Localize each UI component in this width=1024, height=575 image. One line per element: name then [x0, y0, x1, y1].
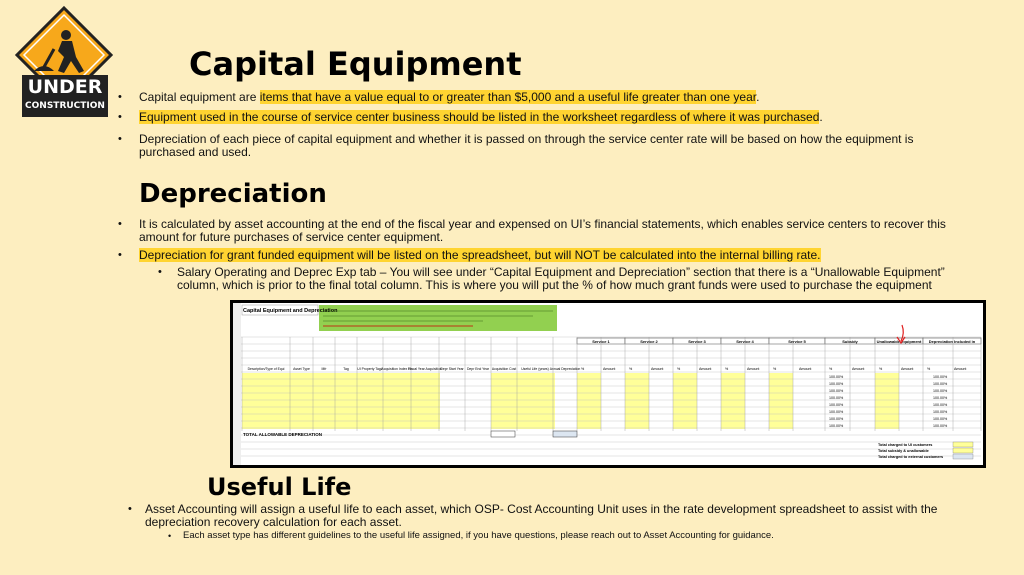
total-label: Total charged to external customers	[878, 455, 944, 459]
percent-cell: 100.00%	[829, 410, 844, 414]
useful-subbullet	[168, 530, 1003, 542]
sub-col-amount: Amount	[852, 367, 865, 371]
total-label: Total charged to UI customers	[878, 443, 933, 447]
bullet-dot: •	[128, 503, 132, 515]
sub-col-percent: %	[829, 367, 833, 371]
sub-col-percent: %	[773, 367, 777, 371]
sub-col-percent: %	[581, 367, 585, 371]
service-header: Service 1	[592, 339, 610, 344]
capital-b3-line2: purchased and used.	[139, 145, 252, 159]
percent-cell: 100.00%	[933, 389, 948, 393]
spreadsheet-grid	[233, 303, 983, 465]
bullet-dot: •	[118, 133, 122, 145]
useful-b1-line1: Asset Accounting will assign a useful life to each asset, which OSP- Cost Accounting Unit uses in the rate development spreadsheet to assist with the	[145, 502, 938, 516]
depreciation-subbullet	[158, 265, 1007, 292]
depreciation-sub-line1: Salary Operating and Deprec Exp tab – You will see under “Capital Equipment and Depreciation” section that there is a “Unallowable Equipment”	[177, 265, 945, 279]
total-label: Total subsidy & unallowable	[878, 449, 929, 453]
service-header: Service 4	[736, 339, 754, 344]
service-header: Service 2	[640, 339, 658, 344]
percent-cell: 100.00%	[829, 389, 844, 393]
column-header: Useful Life (years)	[521, 367, 549, 371]
sub-col-amount: Amount	[651, 367, 664, 371]
column-header: Description/Type of Equi	[247, 367, 285, 371]
useful-b1-line2: depreciation recovery calculation for each asset.	[145, 515, 402, 529]
percent-cell: 100.00%	[933, 410, 948, 414]
capital-bullet-3	[118, 132, 1009, 159]
percent-cell: 100.00%	[829, 424, 844, 428]
percent-cell: 100.00%	[829, 403, 844, 407]
bullet-dot: •	[118, 218, 122, 230]
spreadsheet-image	[230, 300, 986, 468]
bullet-dot: •	[118, 249, 122, 261]
depreciation-sub-line2: column, which is prior to the final total column. This is where you will put the % of how much grant funds were used to purchase the equipment	[177, 278, 932, 292]
sub-col-percent: %	[725, 367, 729, 371]
sub-col-amount: Amount	[954, 367, 967, 371]
useful-sub: Each asset type has different guidelines to the useful life assigned, if you have questions, please reach out to Asset Accounting for guidance.	[183, 530, 774, 541]
column-header: Depr Start Year	[440, 367, 464, 371]
depreciation-bullet-2	[118, 248, 1009, 262]
percent-cell: 100.00%	[933, 396, 948, 400]
column-header: Annual Depreciation	[549, 367, 581, 371]
sub-col-amount: Amount	[799, 367, 812, 371]
column-header: Asset Type	[293, 367, 310, 371]
bullet-dot: •	[168, 531, 172, 541]
column-header: Fiscal Year Acquisition	[408, 367, 442, 371]
percent-cell: 100.00%	[933, 375, 948, 379]
capital-b1-pre: Capital equipment are	[139, 90, 260, 104]
sub-col-amount: Amount	[747, 367, 760, 371]
green-note-box	[319, 305, 557, 331]
service-header: Unallowable equipment	[876, 339, 922, 344]
percent-cell: 100.00%	[933, 424, 948, 428]
sub-col-amount: Amount	[699, 367, 712, 371]
logo-line1: UNDER	[27, 76, 103, 98]
percent-cell: 100.00%	[829, 417, 844, 421]
sheet-section-title: Capital Equipment and Depreciation	[243, 308, 338, 314]
sub-col-percent: %	[879, 367, 883, 371]
bullet-dot: •	[158, 266, 162, 278]
service-header: Depreciation Included in	[928, 339, 976, 344]
capital-b3-line1: Depreciation of each piece of capital equipment and whether it is passed on through the service center rate will be based on how the equipment is	[139, 132, 914, 146]
service-header: Service 5	[788, 339, 806, 344]
percent-cell: 100.00%	[933, 403, 948, 407]
column-header: Tag	[343, 367, 349, 371]
capital-bullet-1	[118, 90, 1009, 104]
column-header: UI Property Tag#	[357, 367, 383, 371]
capital-b1-post: .	[756, 90, 760, 104]
sub-col-percent: %	[629, 367, 633, 371]
column-header: Acquisition Cost	[491, 367, 517, 371]
total-value-box	[953, 448, 973, 453]
sub-col-percent: %	[677, 367, 681, 371]
percent-cell: 100.00%	[933, 382, 948, 386]
column-header: Mfr	[321, 367, 327, 371]
depreciation-b1-line2: amount for future purchases of service center equipment.	[139, 230, 444, 244]
depreciation-b2-highlight: Depreciation for grant funded equipment will be listed on the spreadsheet, but will NOT be calculated into the internal billing rate.	[139, 248, 821, 262]
percent-cell: 100.00%	[829, 382, 844, 386]
percent-cell: 100.00%	[829, 375, 844, 379]
logo-line2: CONSTRUCTION	[25, 101, 105, 111]
service-header: Subsidy	[842, 339, 858, 344]
capital-b2-highlight: Equipment used in the course of service center business should be listed in the worksheet regardless of where it was purchased	[139, 110, 820, 124]
service-header: Service 3	[688, 339, 706, 344]
column-header: Depr End Year	[466, 367, 490, 371]
capital-b2-post: .	[819, 110, 823, 124]
sheet-total-label: TOTAL ALLOWABLE DEPRECIATION	[243, 432, 322, 437]
total-value-box	[953, 454, 973, 459]
percent-cell: 100.00%	[933, 417, 948, 421]
depreciation-bullet-1	[118, 217, 1009, 244]
depreciation-heading: Depreciation	[139, 179, 327, 209]
percent-cell: 100.00%	[829, 396, 844, 400]
sub-col-percent: %	[927, 367, 931, 371]
bullet-dot: •	[118, 111, 122, 123]
total-value-box	[953, 442, 973, 447]
capital-b1-highlight: items that have a value equal to or greater than $5,000 and a useful life greater than one year	[259, 90, 757, 104]
sub-col-amount: Amount	[603, 367, 616, 371]
useful-bullet-1	[128, 502, 1005, 529]
useful-life-heading: Useful Life	[207, 473, 352, 501]
column-header: Acquisition Index No	[381, 367, 413, 371]
capital-bullet-2	[118, 110, 1009, 124]
under-construction-logo	[14, 5, 114, 120]
bullet-dot: •	[118, 91, 122, 103]
depreciation-b1-line1: It is calculated by asset accounting at the end of the fiscal year and expensed on UI’s financial statements, which enables service centers to recover this	[139, 217, 946, 231]
sub-col-amount: Amount	[901, 367, 914, 371]
capital-equipment-heading: Capital Equipment	[189, 45, 522, 83]
